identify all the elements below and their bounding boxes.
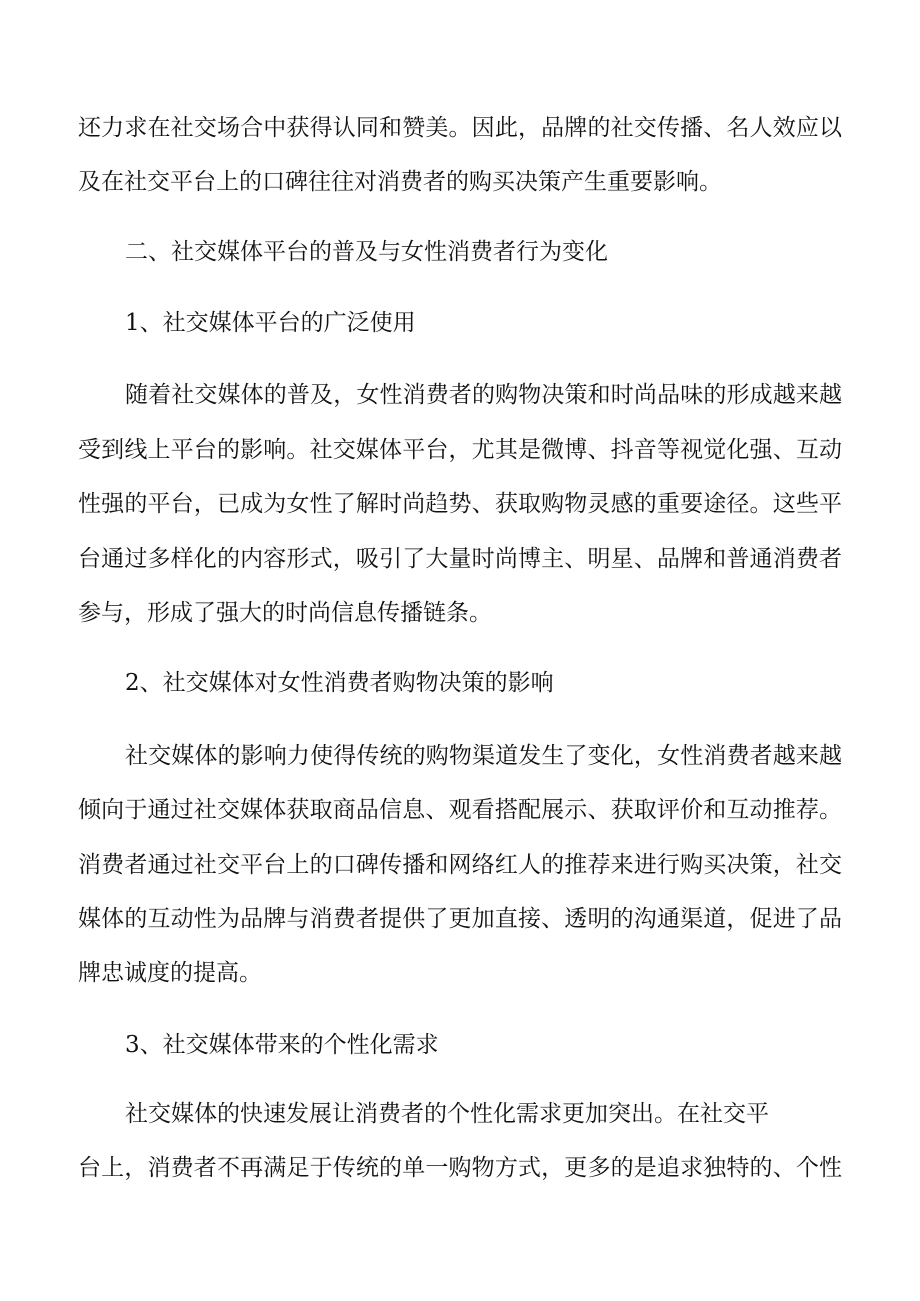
paragraph-line: 社交媒体的影响力使得传统的购物渠道发生了变化，女性消费者越来越 (125, 743, 842, 769)
paragraph-line: 台通过多样化的内容形式，吸引了大量时尚博主、明星、品牌和普通消费者 (78, 546, 842, 572)
section-heading: 二、社交媒体平台的普及与女性消费者行为变化 (125, 239, 608, 265)
paragraph-line: 性强的平台，已成为女性了解时尚趋势、获取购物灵感的重要途径。这些平 (78, 491, 842, 517)
paragraph-line: 媒体的互动性为品牌与消费者提供了更加直接、透明的沟通渠道，促进了品 (78, 906, 842, 932)
paragraph-line: 社交媒体的快速发展让消费者的个性化需求更加突出。在社交平 (125, 1101, 769, 1127)
paragraph-line: 受到线上平台的影响。社交媒体平台，尤其是微博、抖音等视觉化强、互动 (78, 437, 842, 463)
paragraph-line: 还力求在社交场合中获得认同和赞美。因此，品牌的社交传播、名人效应以 (78, 115, 842, 141)
paragraph-line: 参与，形成了强大的时尚信息传播链条。 (78, 600, 492, 626)
paragraph-line: 牌忠诚度的提高。 (78, 960, 262, 986)
subheading-2: 2、社交媒体对女性消费者购物决策的影响 (125, 670, 554, 696)
paragraph-line: 倾向于通过社交媒体获取商品信息、观看搭配展示、获取评价和互动推荐。 (78, 797, 842, 823)
subheading-3: 3、社交媒体带来的个性化需求 (125, 1032, 439, 1058)
subheading-1: 1、社交媒体平台的广泛使用 (125, 310, 416, 336)
paragraph-line: 随着社交媒体的普及，女性消费者的购物决策和时尚品味的形成越来越 (125, 382, 842, 408)
paragraph-line: 及在社交平台上的口碑往往对消费者的购买决策产生重要影响。 (78, 169, 722, 195)
paragraph-line: 台上，消费者不再满足于传统的单一购物方式，更多的是追求独特的、个性 (78, 1155, 842, 1181)
paragraph-line: 消费者通过社交平台上的口碑传播和网络红人的推荐来进行购买决策，社交 (78, 852, 842, 878)
